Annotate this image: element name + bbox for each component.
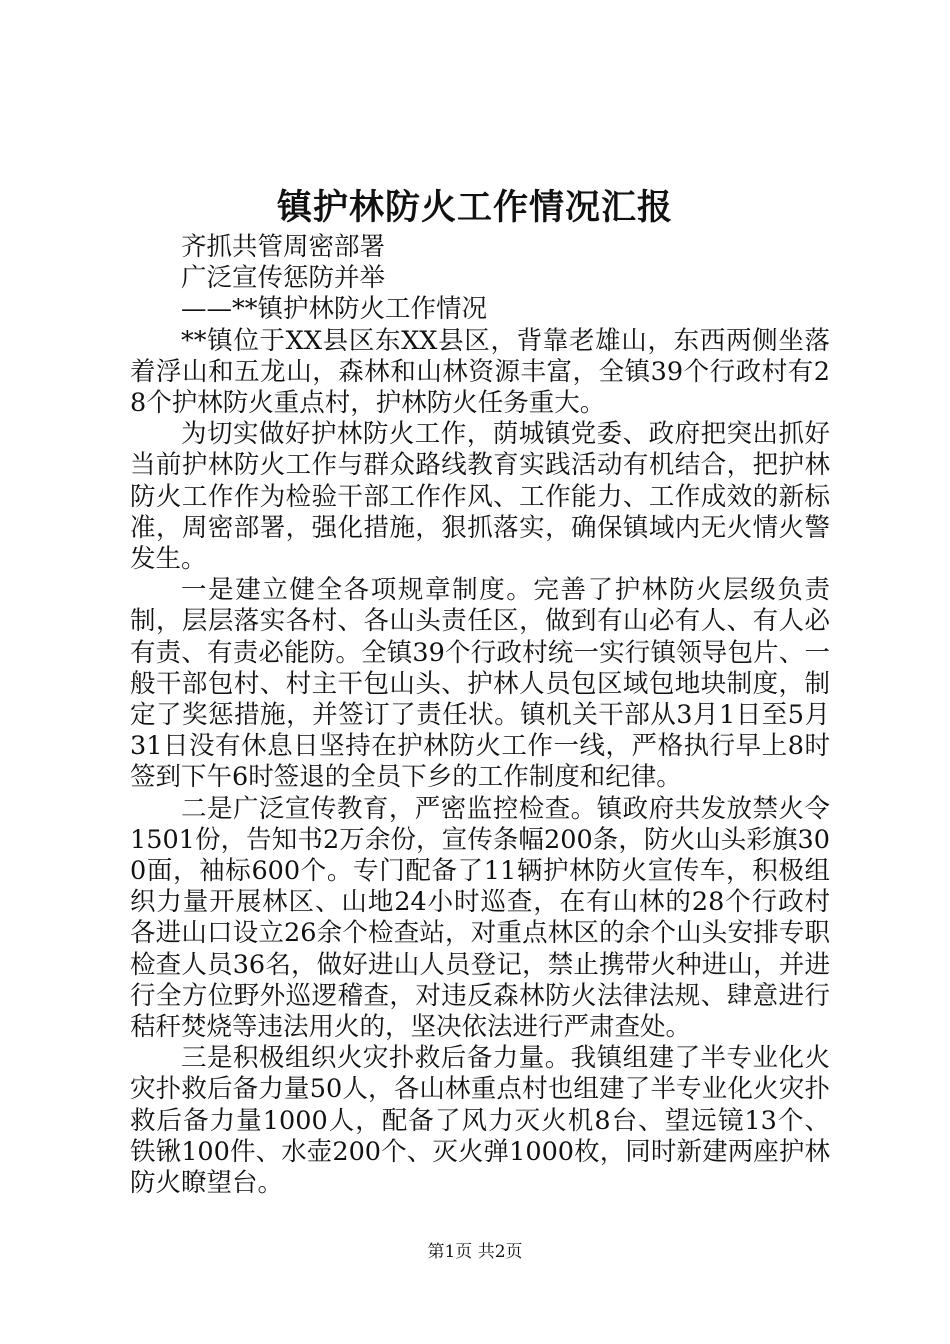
subtitle-line-1: 齐抓共管周密部署 [181,232,386,262]
body-paragraph-intro: **镇位于XX县区东XX县区，背靠老雄山，东西两侧坐落着浮山和五龙山，森林和山林资源丰富，全镇39个行政村有28个护林防火重点村，护林防火任务重大。 [130,325,830,419]
body-paragraph-second: 二是广泛宣传教育，严密监控检查。镇政府共发放禁火令1501份，告知书2万余份，宣传条幅200条，防火山头彩旗300面，袖标600个。专门配备了11辆护林防火宣传车，积极组织力量开展林区、山地24小时巡查，在有山林的28个行政村各进山口设立26余个检查站，对重点林区的余个山头安排专职检查人员36名，做好进山人员登记，禁止携带火种进山，并进行全方位野外巡逻稽查，对违反森林防火法律法规、肆意进行秸秆焚烧等违法用火的，坚决依法进行严肃查处。 [130,793,830,1043]
document-title: 镇护林防火工作情况汇报 [276,187,673,228]
body-paragraph-first: 一是建立健全各项规章制度。完善了护林防火层级负责制，层层落实各村、各山头责任区，做到有山必有人、有人必有责、有责必能防。全镇39个行政村统一实行镇领导包片、一般干部包村、村主干包山头、护林人员包区域包地块制度，制定了奖惩措施，并签订了责任状。镇机关干部从3月1日至5月31日没有休息日坚持在护林防火工作一线，严格执行早上8时签到下午6时签退的全员下乡的工作制度和纪律。 [130,575,830,793]
body-paragraph-third: 三是积极组织火灾扑救后备力量。我镇组建了半专业化火灾扑救后备力量50人，各山林重点村也组建了半专业化火灾扑救后备力量1000人，配备了风力灭火机8台、望远镜13个、铁锹100件、水壶200个、灭火弹1000枚，同时新建两座护林防火瞭望台。 [130,1043,830,1199]
body-paragraph-purpose: 为切实做好护林防火工作，荫城镇党委、政府把突出抓好当前护林防火工作与群众路线教育实践活动有机结合，把护林防火工作作为检验干部工作作风、工作能力、工作成效的新标准，周密部署，强化措施，狠抓落实，确保镇域内无火情火警发生。 [130,419,830,575]
page-number: 第1页 共2页 [427,1242,523,1262]
subtitle-line-2: 广泛宣传惩防并举 [181,263,386,294]
subtitle-line-3: ——**镇护林防火工作情况 [181,294,488,325]
document-body [130,232,830,1199]
